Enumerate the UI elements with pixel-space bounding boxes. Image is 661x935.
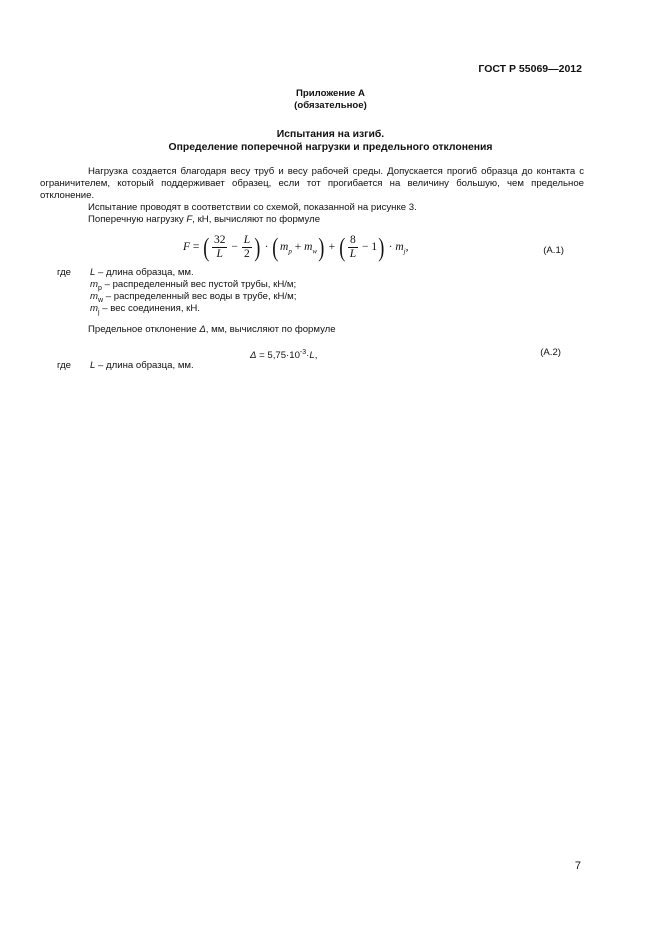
formula-a1: F = ( $\frac{32}{L}$ − $\frac{L}{2}$ ) · $(m_p + m_w)$ + ( $\frac{8}{L}$ − $1) \cdot m_j$, [183, 232, 409, 262]
paragraph-4: Предельное отклонение Δ, мм, вычисляют по формуле [88, 324, 336, 335]
where-label-2: где [57, 360, 72, 371]
formula-a2: $\Delta = 5,75\cdot 10^{-3}\cdot L$, [250, 349, 318, 362]
paragraph-3: Поперечную нагрузку F, кН, вычисляют по формуле [88, 214, 321, 225]
fraction-8-over-L: $\frac{8}{L}$ [349, 234, 357, 260]
appendix-status: (обязательное) [294, 100, 367, 111]
appendix-title: Приложение А [296, 88, 365, 99]
paragraph-1: Нагрузка создается благодаря весу труб и весу рабочей среды. Допускается прогиб образца до контакта с ограничителем, который поддерживает образец, если тот прогибается на величину большую, чем предельное отклонение. [40, 166, 584, 201]
definition-mj: $m_j$ – вес соединения, кН. [90, 303, 200, 316]
definition-L: L – длина образца, мм. [90, 267, 194, 278]
definition-mw: $m_w$ – распределенный вес воды в трубе, кН/м; [90, 291, 297, 304]
definition-L-2: L – длина образца, мм. [90, 360, 194, 371]
fraction-L-over-2: $\frac{L}{2}$ [243, 234, 251, 260]
definition-mp: $m_p$ – распределенный вес пустой трубы, кН/м; [90, 279, 297, 292]
equation-number-a2: (A.2) [540, 347, 561, 358]
formula-a1-lhs: F [183, 241, 191, 254]
section-title-line2: Определение поперечной нагрузки и предельного отклонения [168, 142, 493, 153]
paragraph-load-description [40, 166, 584, 226]
fraction-32-over-L: $\frac{32}{L}$ [213, 234, 226, 260]
equation-number-a1: (A.1) [543, 245, 564, 256]
section-title-line1: Испытания на изгиб. [276, 129, 385, 140]
where-label-1: где [57, 267, 72, 278]
page-number: 7 [574, 860, 581, 872]
document-code: ГОСТ Р 55069—2012 [478, 63, 582, 75]
paragraph-2: Испытание проводят в соответствии со схемой, показанной на рисунке 3. [88, 202, 417, 213]
